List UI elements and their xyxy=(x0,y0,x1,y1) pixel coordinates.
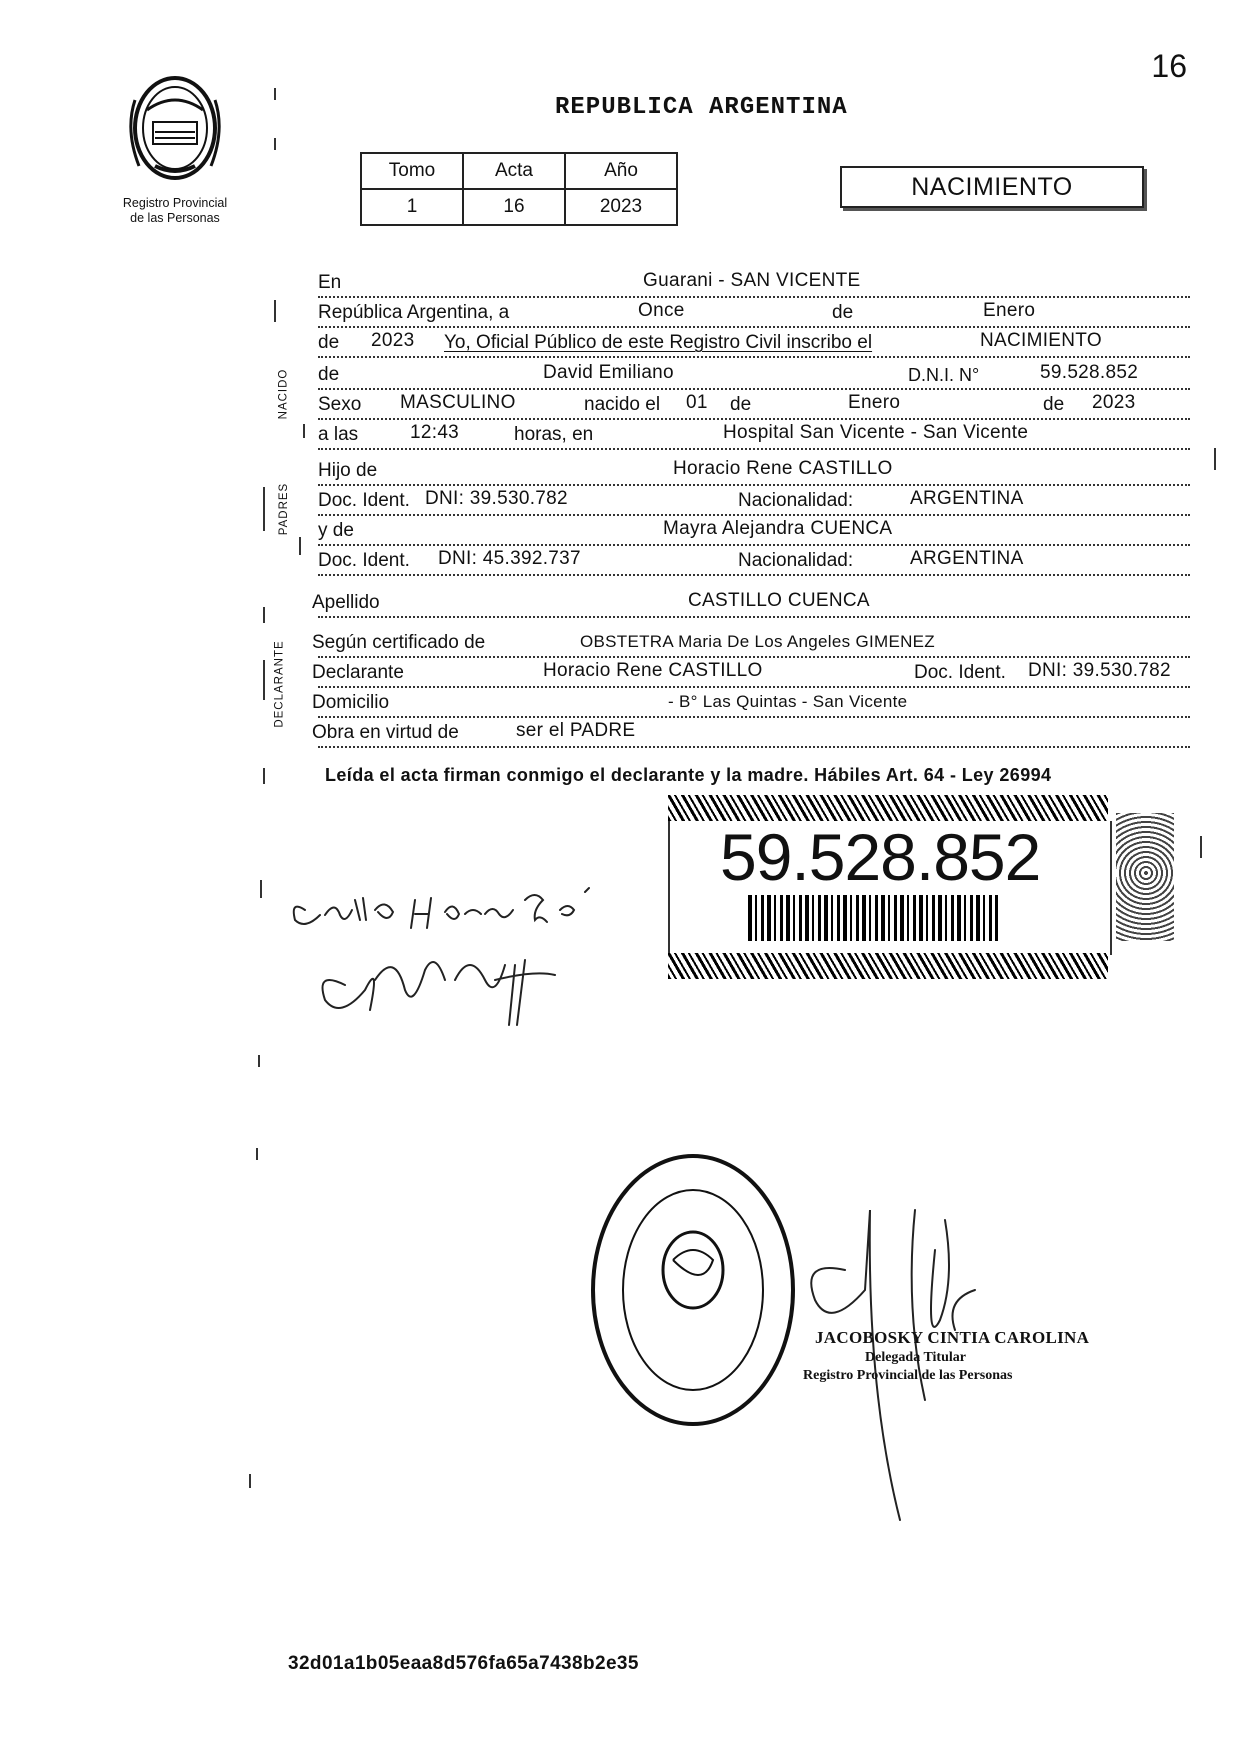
row-address xyxy=(312,690,1190,718)
label-nationality-father: Nacionalidad: xyxy=(738,490,854,511)
misiones-seal-icon xyxy=(95,70,255,190)
logo-caption xyxy=(95,196,255,226)
margin-tick xyxy=(274,88,276,100)
row-father xyxy=(318,458,1190,486)
margin-tick xyxy=(274,300,276,322)
value-certificate: OBSTETRA Maria De Los Angeles GIMENEZ xyxy=(580,632,935,651)
logo-caption-line1: Registro Provincial xyxy=(122,196,228,210)
official-org: Registro Provincial de las Personas xyxy=(803,1368,1013,1383)
official-seal xyxy=(588,1150,798,1435)
value-declarant: Horacio Rene CASTILLO xyxy=(543,660,763,681)
value-mother-name: Mayra Alejandra CUENCA xyxy=(663,518,893,539)
margin-tick xyxy=(263,660,265,700)
value-birth-month: Enero xyxy=(848,392,901,413)
label-apellido: Apellido xyxy=(312,592,380,613)
label-horas-en: horas, en xyxy=(514,424,594,445)
value-address: - B° Las Quintas - San Vicente xyxy=(668,692,908,711)
label-de-birth-year: de xyxy=(1043,394,1065,415)
dni-stamp xyxy=(668,795,1180,975)
label-sexo: Sexo xyxy=(318,394,362,415)
document-type-box: NACIMIENTO xyxy=(840,166,1144,208)
registry-header-tomo: Tomo xyxy=(361,153,463,189)
side-label-padres: PADRES xyxy=(278,482,291,536)
label-certificado: Según certificado de xyxy=(312,632,486,653)
label-doc-ident-father: Doc. Ident. xyxy=(318,490,410,511)
province-logo xyxy=(95,70,255,195)
margin-tick xyxy=(263,768,265,784)
row-mother-doc xyxy=(318,548,1190,576)
row-sex-birth xyxy=(318,392,1190,420)
margin-tick xyxy=(249,1474,251,1488)
label-de-year: de xyxy=(318,332,340,353)
label-child-de: de xyxy=(318,364,340,385)
value-birth-place: Hospital San Vicente - San Vicente xyxy=(723,422,1029,443)
value-day-word: Once xyxy=(638,300,685,321)
value-surname: CASTILLO CUENCA xyxy=(688,590,870,611)
margin-tick xyxy=(1200,836,1202,858)
value-father-name: Horacio Rene CASTILLO xyxy=(673,458,893,479)
label-nationality-mother: Nacionalidad: xyxy=(738,550,854,571)
row-mother xyxy=(318,518,1190,546)
row-officer xyxy=(318,330,1190,358)
value-place: Guarani - SAN VICENTE xyxy=(643,270,861,291)
declarant-signature xyxy=(285,870,675,1055)
value-obra: ser el PADRE xyxy=(516,720,636,741)
label-doc-ident-mother: Doc. Ident. xyxy=(318,550,410,571)
row-certificate xyxy=(312,630,1190,658)
registry-table xyxy=(360,152,678,226)
label-declarant-doc: Doc. Ident. xyxy=(914,662,1006,683)
stamp-dni-number: 59.528.852 xyxy=(720,820,1041,894)
stamp-top-pattern xyxy=(668,795,1108,821)
label-obra: Obra en virtud de xyxy=(312,722,459,743)
label-de: de xyxy=(832,302,854,323)
document-hash: 32d01a1b05eaa8d576fa65a7438b2e35 xyxy=(288,1653,639,1674)
label-dni: D.N.I. N° xyxy=(908,365,980,385)
registry-seal-icon xyxy=(588,1150,798,1430)
row-surname xyxy=(312,590,1190,618)
label-y-de: y de xyxy=(318,520,354,541)
registry-value-tomo: 1 xyxy=(361,189,463,225)
label-declarante: Declarante xyxy=(312,662,404,683)
registry-header-acta: Acta xyxy=(463,153,565,189)
margin-tick xyxy=(274,138,276,150)
value-child-dni: 59.528.852 xyxy=(1040,362,1139,383)
official-title: Delegada Titular xyxy=(865,1350,966,1365)
stamp-bottom-pattern xyxy=(668,953,1108,979)
registry-value-anio: 2023 xyxy=(565,189,677,225)
margin-tick xyxy=(263,607,265,623)
row-father-doc xyxy=(318,488,1190,516)
value-birth-day: 01 xyxy=(686,392,708,413)
legal-text: Leída el acta firman conmigo el declarante y la madre. Hábiles Art. 64 - Ley 26994 xyxy=(325,765,1052,785)
label-republica: República Argentina, a xyxy=(318,302,510,323)
hologram-icon xyxy=(1116,813,1174,941)
row-date xyxy=(318,300,1190,328)
row-place xyxy=(318,270,1190,298)
label-domicilio: Domicilio xyxy=(312,692,390,713)
registry-value-acta: 16 xyxy=(463,189,565,225)
margin-tick xyxy=(260,880,262,898)
official-info xyxy=(803,1328,1090,1384)
margin-tick xyxy=(303,424,305,438)
country-title: REPUBLICA ARGENTINA xyxy=(555,94,848,121)
side-label-nacido: NACIDO xyxy=(277,368,290,420)
side-label-declarante: DECLARANTE xyxy=(273,640,286,728)
label-de-birth: de xyxy=(730,394,752,415)
margin-tick xyxy=(263,487,265,531)
value-birth-year: 2023 xyxy=(1092,392,1136,413)
value-year: 2023 xyxy=(371,330,415,351)
value-declarant-dni: DNI: 39.530.782 xyxy=(1028,660,1171,681)
value-month: Enero xyxy=(983,300,1036,321)
row-child-name xyxy=(318,362,1190,390)
row-time-place xyxy=(318,422,1190,450)
margin-tick xyxy=(299,537,301,555)
value-father-nationality: ARGENTINA xyxy=(910,488,1024,509)
value-sexo: MASCULINO xyxy=(400,392,516,413)
label-nacido-el: nacido el xyxy=(584,394,661,415)
label-officer-text: Yo, Oficial Público de este Registro Civil inscribo el xyxy=(444,332,873,353)
row-obra xyxy=(312,720,1190,748)
value-event: NACIMIENTO xyxy=(980,330,1102,351)
handwritten-signature-icon xyxy=(285,870,675,1050)
margin-tick xyxy=(258,1055,260,1067)
logo-caption-line2: de las Personas xyxy=(130,211,220,225)
page-number: 16 xyxy=(1151,48,1187,84)
official-name: JACOBOSKY CINTIA CAROLINA xyxy=(815,1328,1090,1347)
value-birth-time: 12:43 xyxy=(410,422,460,443)
margin-tick xyxy=(1214,448,1216,470)
label-hijo-de: Hijo de xyxy=(318,460,378,481)
row-declarant xyxy=(312,660,1190,688)
registry-header-anio: Año xyxy=(565,153,677,189)
value-mother-nationality: ARGENTINA xyxy=(910,548,1024,569)
stamp-barcode xyxy=(748,895,998,941)
value-child-name: David Emiliano xyxy=(543,362,674,383)
value-father-dni: DNI: 39.530.782 xyxy=(425,488,568,509)
margin-tick xyxy=(256,1148,258,1160)
label-en: En xyxy=(318,272,342,293)
value-mother-dni: DNI: 45.392.737 xyxy=(438,548,581,569)
label-a-las: a las xyxy=(318,424,359,445)
